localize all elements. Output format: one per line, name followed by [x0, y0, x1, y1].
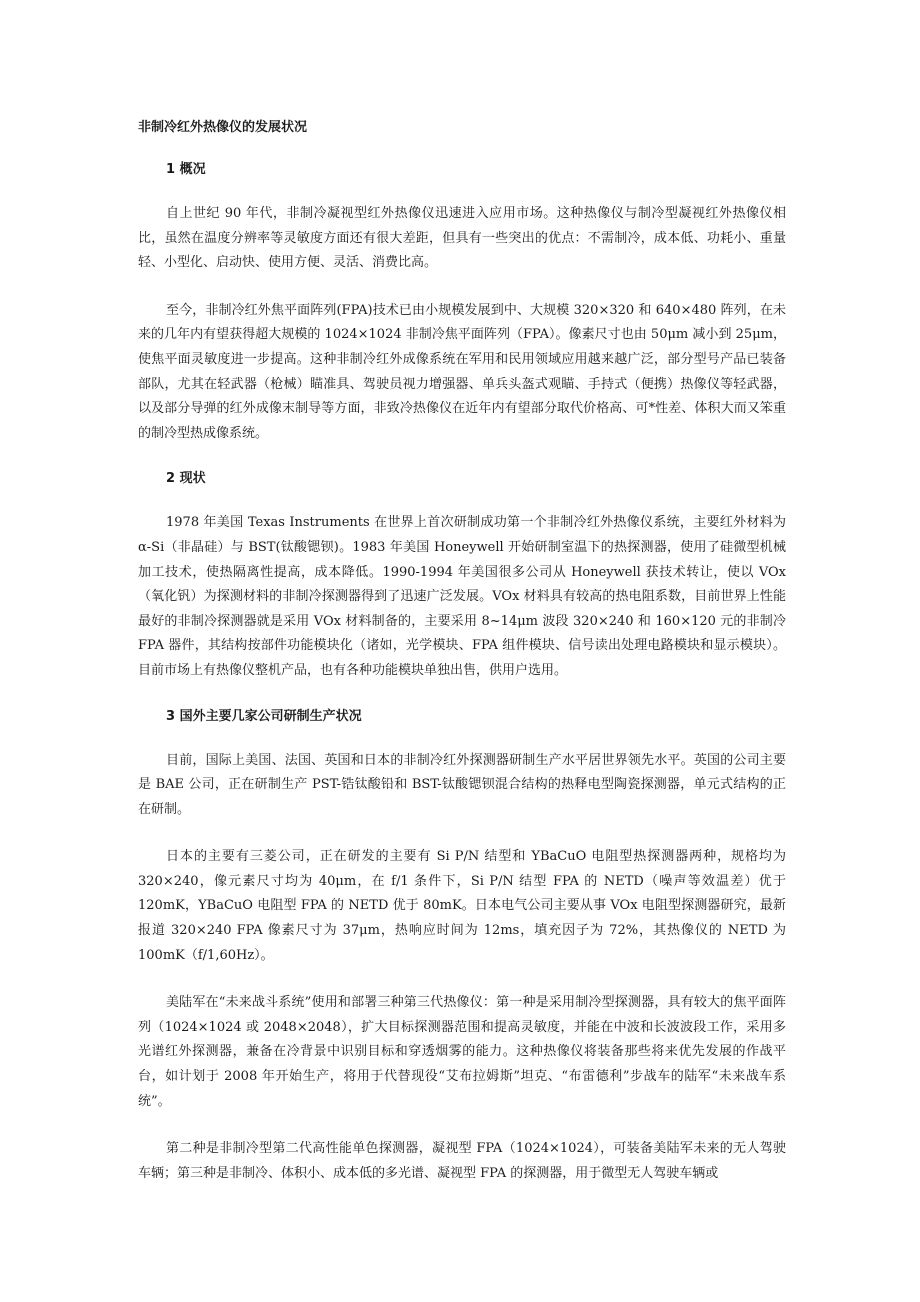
- document-page: [138, 118, 786, 1209]
- paragraph: 日本的主要有三菱公司，正在研发的主要有 Si P/N 结型和 YBaCuO 电阻型热探测器两种，规格均为 320×240，像元素尺寸均为 40μm，在 f/1 条件下，Si P/N 结型 FPA 的 NETD（噪声等效温差）优于 120mK，YBaCuO 电阻型 FPA 的 NETD 优于 80mK。日本电气公司主要从事 VOx 电阻型探测器研究，最新报道 320×240 FPA 像素尺寸为 37μm，热响应时间为 12ms，填充因子为 72%，其热像仪的 NETD 为 100mK（f/1,60Hz）。: [138, 849, 786, 963]
- section-foreign-companies: [138, 707, 786, 1187]
- document-title: 非制冷红外热像仪的发展状况: [138, 120, 308, 135]
- paragraph: 目前，国际上美国、法国、英国和日本的非制冷红外探测器研制生产水平居世界领先水平。英国的公司主要是 BAE 公司，正在研制生产 PST-锆钛酸铅和 BST-钛酸锶钡混合结构的热释电型陶瓷探测器，单元式结构的正在研制。: [138, 752, 786, 817]
- paragraph: 美陆军在“未来战斗系统”使用和部署三种第三代热像仪：第一种是采用制冷型探测器，具有较大的焦平面阵列（1024×1024 或 2048×2048），扩大目标探测器范围和提高灵敏度，并能在中波和长波波段工作，采用多光谱红外探测器，兼备在冷背景中识别目标和穿透烟雾的能力。这种热像仪将装备那些将来优先发展的作战平台，如计划于 2008 年开始生产，将用于代替现役“艾布拉姆斯”坦克、“布雷德利”步战车的陆军“未来战车系统”。: [138, 995, 786, 1109]
- paragraph: 至今，非制冷红外焦平面阵列(FPA)技术已由小规模发展到中、大规模 320×320 和 640×480 阵列，在未来的几年内有望获得超大规模的 1024×1024 非制冷焦平面阵列（FPA）。像素尺寸也由 50μm 减小到 25μm，使焦平面灵敏度进一步提高。这种非制冷红外成像系统在军用和民用领域应用越来越广泛，部分型号产品已装备部队，尤其在轻武器（枪械）瞄准具、驾驶员视力增强器、单兵头盔式观瞄、手持式（便携）热像仪等轻武器，以及部分导弹的红外成像末制导等方面，非致冷热像仪在近年内有望部分取代价格高、可*性差、体积大而又笨重的制冷型热成像系统。: [138, 302, 786, 441]
- section-overview: [138, 160, 786, 446]
- section-heading: 1 概况: [166, 162, 206, 177]
- paragraph: 自上世纪 90 年代，非制冷凝视型红外热像仪迅速进入应用市场。这种热像仪与制冷型凝视红外热像仪相比，虽然在温度分辨率等灵敏度方面还有很大差距，但具有一些突出的优点：不需制冷，成本低、功耗小、重量轻、小型化、启动快、使用方便、灵活、消费比高。: [138, 206, 786, 271]
- paragraph: 第二种是非制冷型第二代高性能单色探测器，凝视型 FPA（1024×1024），可装备美陆军未来的无人驾驶车辆；第三种是非制冷、体积小、成本低的多光谱、凝视型 FPA 的探测器，用于微型无人驾驶车辆或: [138, 1141, 786, 1181]
- section-heading: 2 现状: [166, 471, 206, 487]
- section-status: [138, 469, 786, 683]
- paragraph: 1978 年美国 Texas Instruments 在世界上首次研制成功第一个非制冷红外热像仪系统，主要红外材料为 α-Si（非晶硅）与 BST(钛酸锶钡)。1983 年美国 Honeywell 开始研制室温下的热探测器，使用了硅微型机械加工技术，使热隔离性提高，成本降低。1990-1994 年美国很多公司从 Honeywell 获技术转让，使以 VOx（氧化钒）为探测材料的非制冷探测器得到了迅速广泛发展。VOx 材料具有较高的热电阻系数，目前世界上性能最好的非制冷探测器就是采用 VOx 材料制备的，主要采用 8~14μm 波段 320×240 和 160×120 元的非制冷 FPA 器件，其结构按部件功能模块化（诸如，光学模块、FPA 组件模块、信号读出处理电路模块和显示模块）。目前市场上有热像仪整机产品，也有各种功能模块单独出售，供用户选用。: [138, 515, 786, 678]
- section-heading: 3 国外主要几家公司研制生产状况: [166, 708, 362, 724]
